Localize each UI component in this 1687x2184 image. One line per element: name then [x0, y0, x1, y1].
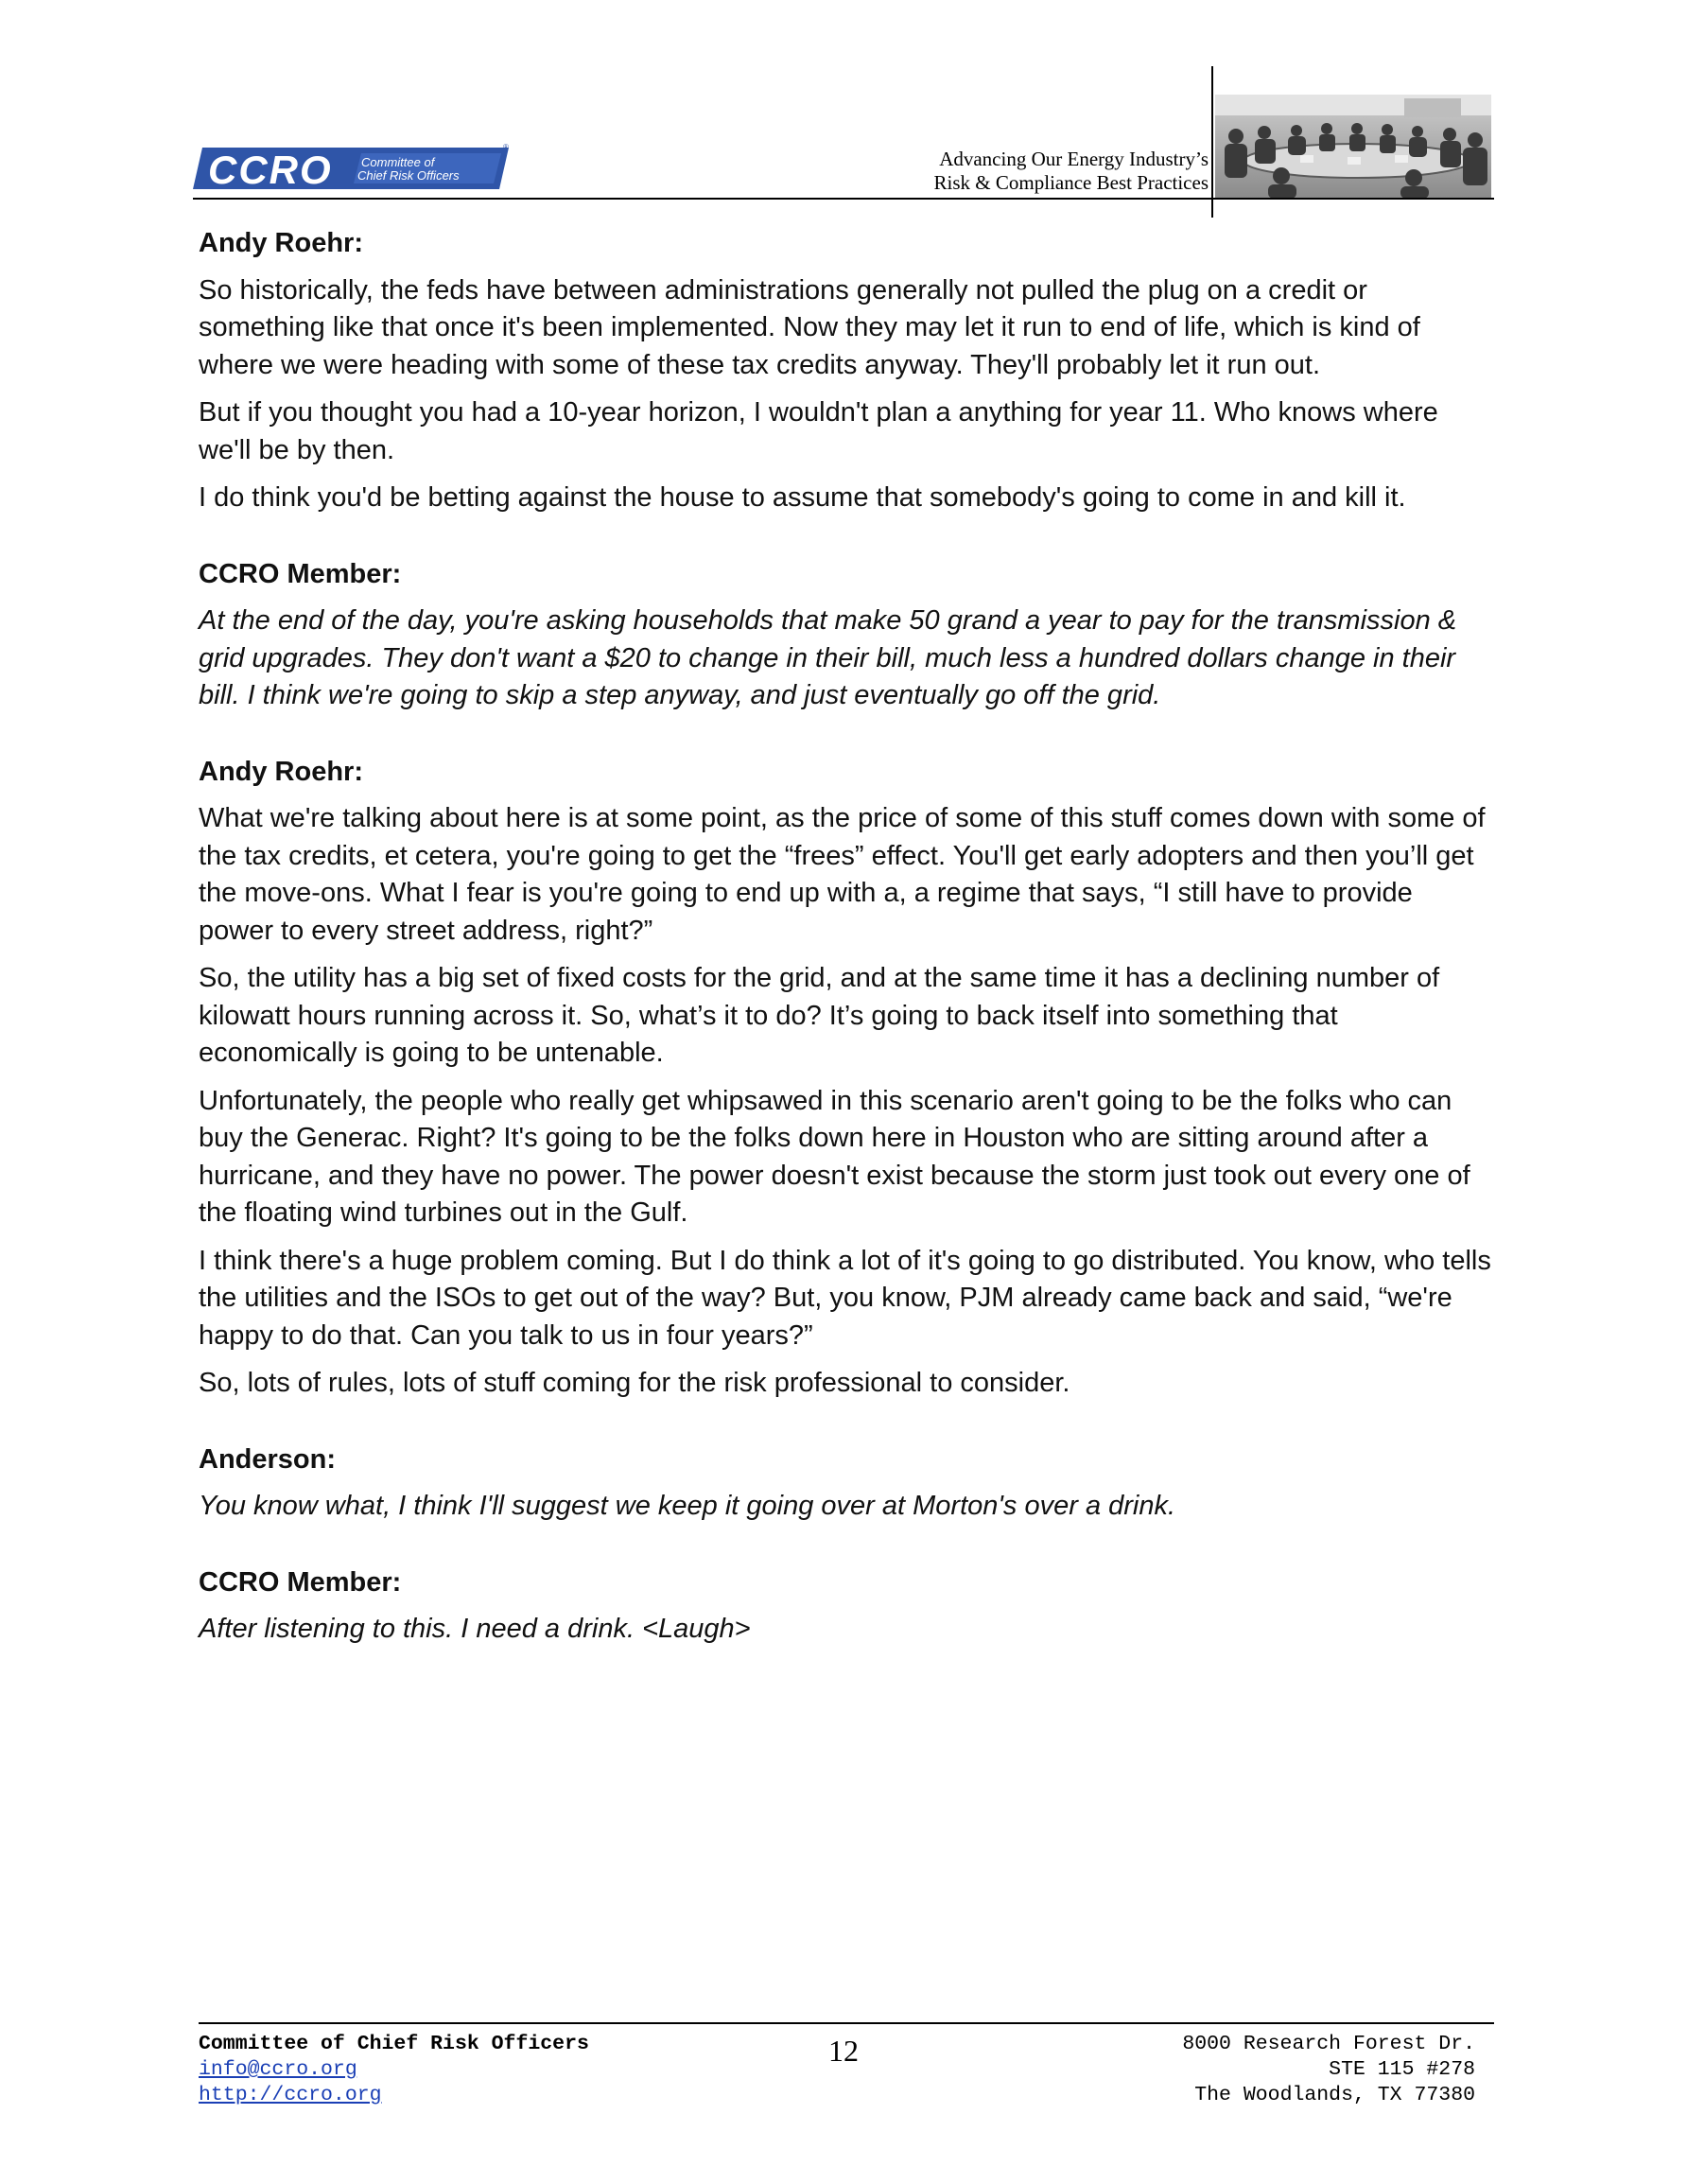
website-link[interactable]: http://ccro.org [199, 2084, 382, 2106]
tagline-line1: Advancing Our Energy Industry’s [939, 148, 1209, 170]
address-line1: 8000 Research Forest Dr. [1182, 2033, 1475, 2055]
footer-rule [199, 2022, 1494, 2024]
transcript [199, 225, 1494, 1659]
logo-wordmark: CCRO [208, 148, 333, 192]
email-link[interactable]: info@ccro.org [199, 2058, 357, 2081]
logo-subtitle-line2: Chief Risk Officers [357, 168, 460, 183]
speaker-name: Anderson: [199, 1443, 336, 1475]
footer-address [1182, 2032, 1475, 2108]
header-rule [193, 198, 1494, 200]
transcript-paragraph: Unfortunately, the people who really get whipsawed in this scenario aren't going to be the folks who can buy the Generac. Right? It's going to be the folks down here in Houston who are sitting around after a hurricane, and they have no power. The power doesn't exist because the storm just took out every one of the floating wind turbines out in the Gulf. [199, 1085, 1470, 1228]
speaker-name: Andy Roehr: [199, 756, 363, 787]
logo-subtitle-line1: Committee of [361, 155, 435, 169]
address-line3: The Woodlands, TX 77380 [1194, 2084, 1475, 2106]
footer-contact [199, 2032, 589, 2108]
page-header [0, 0, 1687, 227]
transcript-paragraph: You know what, I think I'll suggest we keep it going over at Morton's over a drink. [199, 1491, 1176, 1521]
header-tagline [934, 148, 1209, 195]
address-line2: STE 115 #278 [1329, 2058, 1475, 2081]
transcript-paragraph: What we're talking about here is at some point, as the price of some of this stuff comes down with some of the tax credits, et cetera, you're going to get the “frees” effect. You'll get early adopters and then you’ll get the move-ons. What I fear is you're going to end up with a, a regime that says, “I still have to provide power to every street address, right?” [199, 803, 1486, 946]
footer-org-name: Committee of Chief Risk Officers [199, 2033, 589, 2055]
speaker-name: CCRO Member: [199, 558, 402, 589]
transcript-paragraph: I think there's a huge problem coming. But I do think a lot of it's going to go distributed. You know, who tells the utilities and the ISOs to get out of the way? But, you know, PJM already came back and said, “we're happy to do that. Can you talk to us in four years?” [199, 1245, 1491, 1351]
transcript-paragraph: At the end of the day, you're asking households that make 50 grand a year to pay for the transmission & grid upgrades. They don't want a $20 to change in their bill, much less a hundred dollars change in their bill. I think we're going to skip a step anyway, and just eventually go off the grid. [199, 605, 1457, 710]
transcript-paragraph: After listening to this. I need a drink. <Laugh> [199, 1614, 751, 1644]
header-divider [1211, 66, 1213, 218]
meeting-photo [1215, 95, 1491, 199]
transcript-paragraph: So historically, the feds have between administrations generally not pulled the plug on a credit or something like that once it's been implemented. Now they may let it run to end of life, which is kind of where we were heading with some of these tax credits anyway. They'll probably let it run out. [199, 274, 1420, 380]
speaker-name: CCRO Member: [199, 1566, 402, 1598]
transcript-paragraph: I do think you'd be betting against the house to assume that somebody's going to come in and kill it. [199, 482, 1406, 513]
transcript-paragraph: But if you thought you had a 10-year horizon, I wouldn't plan a anything for year 11. Who knows where we'll be by then. [199, 397, 1438, 465]
transcript-paragraph: So, the utility has a big set of fixed costs for the grid, and at the same time it has a declining number of kilowatt hours running across it. So, what’s it to do? It’s going to back itself into something that economically is going to be untenable. [199, 963, 1440, 1068]
page-number: 12 [828, 2034, 859, 2068]
speaker-name: Andy Roehr: [199, 228, 363, 258]
svg-text:®: ® [503, 143, 509, 151]
ccro-logo [193, 142, 509, 195]
transcript-paragraph: So, lots of rules, lots of stuff coming for the risk professional to consider. [199, 1368, 1070, 1398]
tagline-line2: Risk & Compliance Best Practices [933, 171, 1209, 194]
